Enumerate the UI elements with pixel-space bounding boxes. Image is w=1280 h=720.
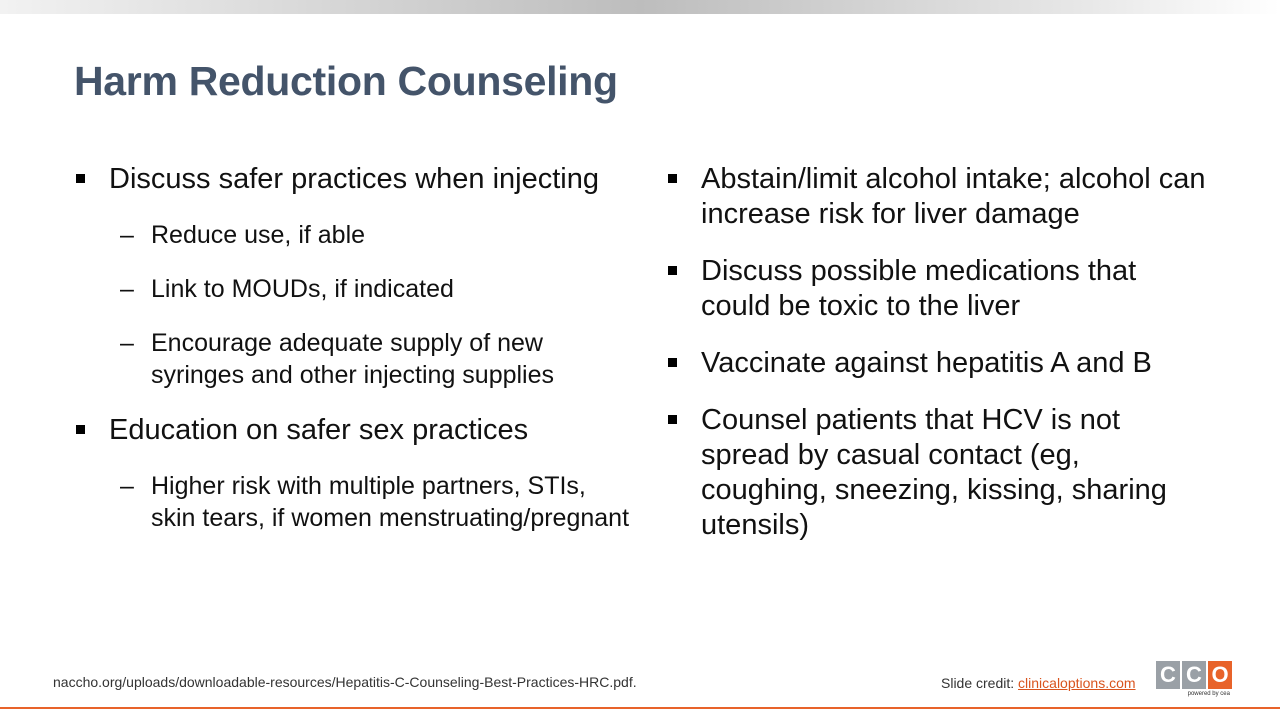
sub-bullet-text: Encourage adequate supply of new syringes and other injecting supplies	[151, 329, 555, 389]
sub-bullet-item	[74, 273, 634, 305]
square-bullet-icon	[76, 174, 85, 183]
dash-icon: –	[120, 275, 134, 303]
bullet-text: Discuss possible medications that could be toxic to the liver	[701, 255, 1137, 322]
bullet-text: Discuss safer practices when injecting	[109, 163, 599, 195]
sub-bullet-item	[74, 219, 634, 251]
dash-icon: –	[120, 329, 134, 357]
square-bullet-icon	[668, 358, 677, 367]
bullet-text: Education on safer sex practices	[109, 414, 529, 446]
bullet-text: Abstain/limit alcohol intake; alcohol can increase risk for liver damage	[701, 163, 1206, 230]
bullet-item	[666, 346, 1206, 381]
sub-bullet-text: Higher risk with multiple partners, STIs, skin tears, if women menstruating/pregnant	[151, 472, 630, 532]
sub-bullet-text: Reduce use, if able	[151, 221, 366, 249]
top-gradient-bar	[0, 0, 1280, 14]
bullet-item	[666, 254, 1206, 324]
bottom-accent-line	[0, 707, 1280, 709]
logo-letter: C	[1156, 661, 1180, 689]
bullet-item	[74, 162, 634, 197]
sub-bullet-item	[74, 327, 634, 391]
square-bullet-icon	[76, 425, 85, 434]
dash-icon: –	[120, 221, 134, 249]
credit-link[interactable]: clinicaloptions.com	[1018, 675, 1136, 691]
dash-icon: –	[120, 472, 134, 500]
bullet-item	[666, 403, 1206, 543]
right-column	[666, 162, 1206, 565]
square-bullet-icon	[668, 415, 677, 424]
slide-credit	[941, 675, 1136, 691]
bullet-text: Vaccinate against hepatitis A and B	[701, 347, 1152, 379]
cco-logo	[1156, 661, 1234, 705]
bullet-text: Counsel patients that HCV is not spread by casual contact (eg, coughing, sneezing, kissing, sharing utensils)	[701, 404, 1167, 541]
source-citation: naccho.org/uploads/downloadable-resources/Hepatitis-C-Counseling-Best-Practices-HRC.pdf.	[53, 674, 637, 690]
logo-tagline: powered by cea	[1187, 691, 1230, 697]
credit-label: Slide credit:	[941, 675, 1019, 691]
left-column	[74, 162, 634, 556]
slide-title: Harm Reduction Counseling	[74, 58, 618, 104]
logo-letter: C	[1182, 661, 1206, 689]
sub-bullet-text: Link to MOUDs, if indicated	[151, 275, 454, 303]
bullet-item	[666, 162, 1206, 232]
square-bullet-icon	[668, 174, 677, 183]
sub-bullet-item	[74, 470, 634, 534]
square-bullet-icon	[668, 266, 677, 275]
logo-letter: O	[1208, 661, 1232, 689]
bullet-item	[74, 413, 634, 448]
